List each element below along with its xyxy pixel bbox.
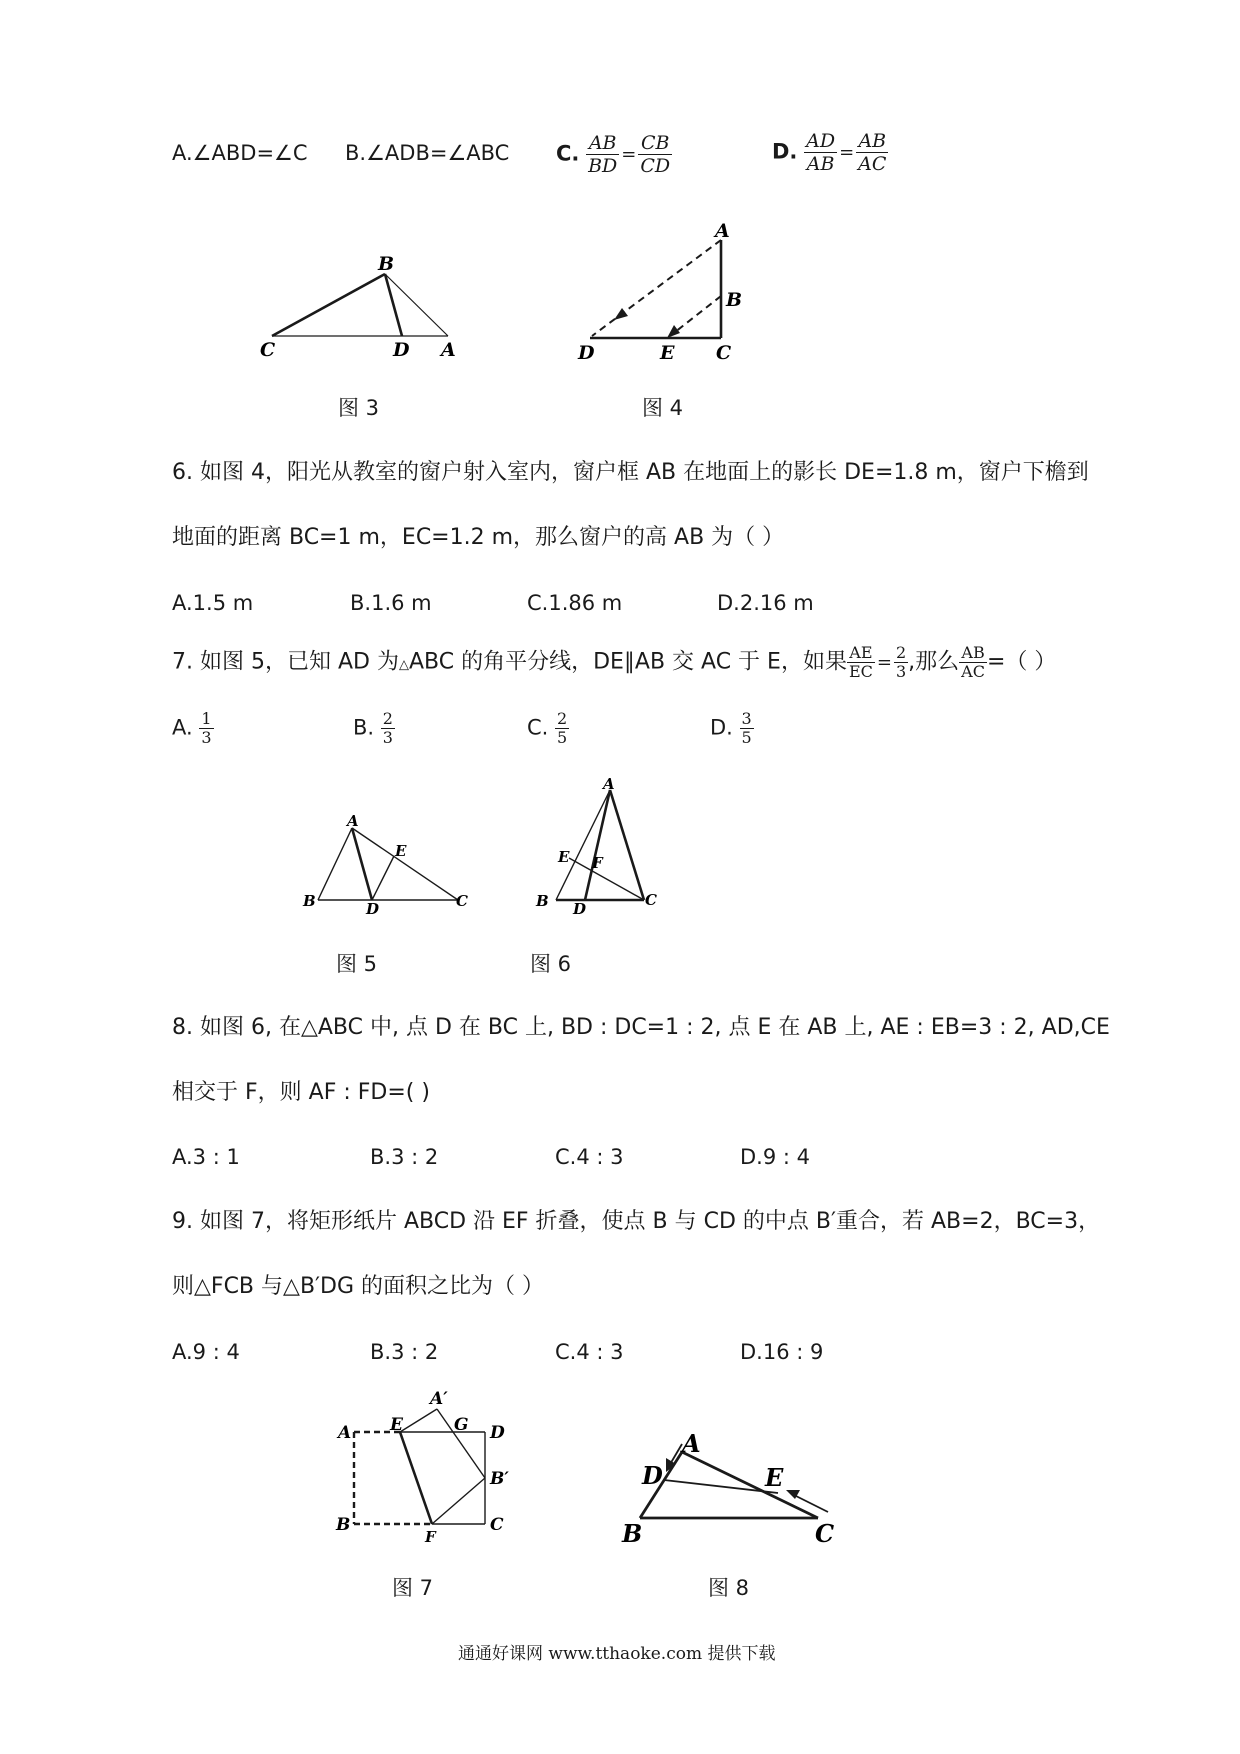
q9-option-a: A.9 : 4 (172, 1340, 240, 1364)
q9-option-d: D.16 : 9 (740, 1340, 824, 1364)
fig7-label-e: E (390, 1415, 403, 1435)
q6-option-c: C.1.86 m (527, 591, 623, 615)
fig3-label-d: D (393, 339, 410, 361)
fig8-caption: 图 8 (708, 1576, 750, 1600)
fig6-label-a: A (603, 775, 615, 793)
fig3-label-b: B (378, 253, 395, 275)
fig8-label-a: A (682, 1429, 701, 1458)
fig8-label-c: C (815, 1519, 835, 1548)
fig3-label-c: C (260, 339, 276, 361)
fig4-caption: 图 4 (642, 396, 684, 420)
fig7-label-b: B (336, 1515, 351, 1535)
fig5-label-e: E (395, 842, 407, 860)
q6-option-a: A.1.5 m (172, 591, 254, 615)
q7-text: 7. 如图 5，已知 AD 为△ABC 的角平分线，DE∥AB 交 AC 于 E，如果 $\frac{AE}{EC}$ = $\frac{2}{3}$ ,那么 $\frac{AB}{AC}$ =（ ） (172, 643, 1057, 681)
q5-option-a: A.∠ABD=∠C (172, 141, 308, 165)
fig6-label-b: B (536, 892, 549, 910)
fig3-caption: 图 3 (338, 396, 380, 420)
fig4-label-e: E (660, 342, 675, 364)
q8-option-c: C.4 : 3 (555, 1145, 624, 1169)
q8-option-b: B.3 : 2 (370, 1145, 439, 1169)
q7-option-d: D. $\frac{3}{5}$ (710, 709, 752, 747)
fig7-caption: 图 7 (392, 1576, 434, 1600)
q7-option-a: A. $\frac{1}{3}$ (172, 709, 212, 747)
fig4-label-c: C (716, 342, 732, 364)
q5-option-b: B.∠ADB=∠ABC (345, 141, 510, 165)
fig5-caption: 图 5 (336, 952, 378, 976)
q6-option-d: D.2.16 m (717, 591, 814, 615)
q8-option-d: D.9 : 4 (740, 1145, 810, 1169)
fig4-label-d: D (578, 342, 595, 364)
fig7-label-a: A (338, 1423, 352, 1443)
fig6-caption: 图 6 (530, 952, 572, 976)
fig5-label-c: C (456, 892, 468, 910)
q6-option-b: B.1.6 m (350, 591, 432, 615)
q9-option-b: B.3 : 2 (370, 1340, 439, 1364)
q8-text-line-1: 8. 如图 6, 在△ABC 中, 点 D 在 BC 上, BD : DC=1 : 2, 点 E 在 AB 上, AE : EB=3 : 2, AD,CE (172, 1015, 1110, 1040)
fig5-label-d: D (366, 900, 380, 918)
fig7-label-a-prime: A′ (430, 1389, 448, 1409)
fig4-label-a: A (715, 220, 730, 242)
fig7-label-f: F (425, 1528, 436, 1546)
fig5-label-a: A (347, 812, 359, 830)
q6-text-line-1: 6. 如图 4，阳光从教室的窗户射入室内，窗户框 AB 在地面上的影长 DE=1.8 m，窗户下檐到 (172, 460, 1089, 485)
q7-option-b: B. $\frac{2}{3}$ (353, 709, 393, 747)
q7-option-c: C. $\frac{2}{5}$ (527, 709, 568, 747)
fig7-label-g: G (454, 1415, 469, 1435)
footer-source: 通通好课网 www.tthaoke.com 提供下载 (458, 1644, 776, 1664)
fig8-label-e: E (765, 1463, 784, 1492)
fig7-label-b-prime: B′ (490, 1469, 509, 1489)
fig6-label-c: C (645, 891, 657, 909)
q8-text-line-2: 相交于 F，则 AF : FD=( ) (172, 1080, 430, 1105)
q9-option-c: C.4 : 3 (555, 1340, 624, 1364)
fig8-label-b: B (622, 1519, 643, 1548)
q5-option-c: C. $\frac{AB}{BD}$ = $\frac{CB}{CD}$ (556, 132, 671, 177)
q9-text-line-1: 9. 如图 7，将矩形纸片 ABCD 沿 EF 折叠，使点 B 与 CD 的中点 B′重合，若 AB=2，BC=3， (172, 1209, 1101, 1234)
q9-text-line-2: 则△FCB 与△B′DG 的面积之比为（ ） (172, 1274, 545, 1299)
fig6-label-f: F (592, 854, 603, 872)
q8-option-a: A.3 : 1 (172, 1145, 240, 1169)
fig6-label-e: E (558, 848, 570, 866)
fig7-label-d: D (490, 1423, 505, 1443)
fig4-label-b: B (726, 289, 743, 311)
q6-text-line-2: 地面的距离 BC=1 m，EC=1.2 m，那么窗户的高 AB 为（ ） (172, 525, 785, 550)
fig5-label-b: B (303, 892, 316, 910)
fig6-label-d: D (573, 900, 587, 918)
q5-option-d: D. $\frac{AD}{AB}$ = $\frac{AB}{AC}$ (772, 130, 887, 175)
fig7-label-c: C (490, 1515, 504, 1535)
fig3-label-a: A (441, 339, 456, 361)
fig8-label-d: D (642, 1461, 663, 1490)
